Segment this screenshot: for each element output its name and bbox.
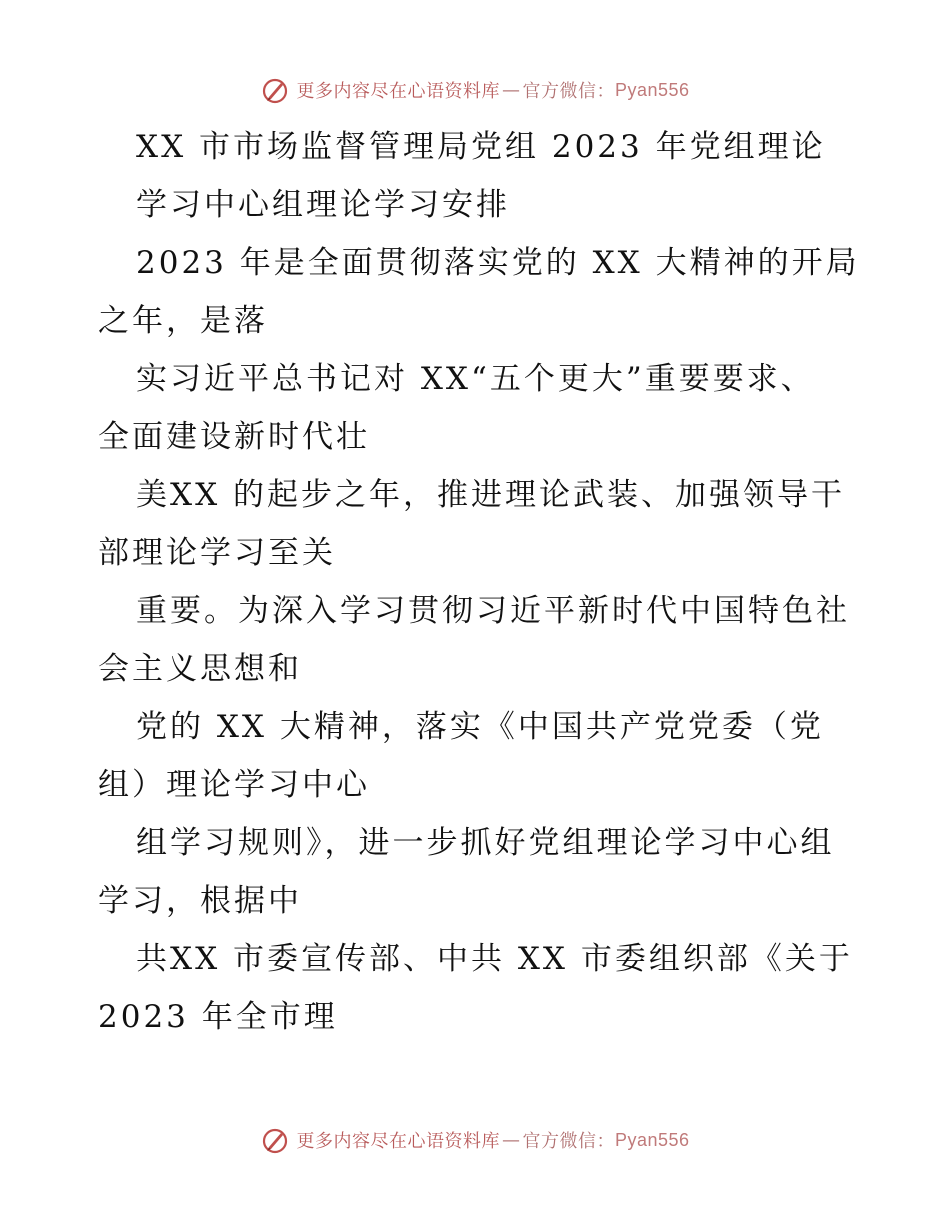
doc-title-line-1: XX 市市场监督管理局党组 2023 年党组理论	[136, 129, 826, 165]
doc-line: 党的 XX 大精神，落实《中国共产党党委（党	[136, 709, 824, 745]
watermark-brand: 更多内容尽在心语资料库	[296, 1131, 500, 1152]
doc-line: 学习，根据中	[98, 883, 302, 919]
doc-line: 之年，是落	[98, 303, 268, 339]
document-body	[98, 118, 858, 1046]
watermark-banner-top	[0, 70, 950, 110]
doc-line: 组）理论学习中心	[98, 767, 370, 803]
doc-line: 会主义思想和	[98, 651, 302, 687]
doc-line: 2023 年全市理	[98, 999, 338, 1035]
doc-line: 全面建设新时代壮	[98, 419, 370, 455]
doc-line: 部理论学习至关	[98, 535, 336, 571]
watermark-banner-bottom	[0, 1120, 950, 1160]
watermark-separator: —	[501, 1129, 521, 1151]
doc-line: 重要。为深入学习贯彻习近平新时代中国特色社	[136, 593, 850, 629]
doc-title-line-2: 学习中心组理论学习安排	[136, 187, 510, 223]
doc-line: 组学习规则》，进一步抓好党组理论学习中心组	[136, 825, 835, 861]
watermark-brand: 更多内容尽在心语资料库	[296, 81, 500, 102]
watermark-separator: —	[501, 79, 521, 101]
doc-line: 实习近平总书记对 XX“五个更大”重要要求、	[136, 361, 815, 397]
doc-line: 2023 年是全面贯彻落实党的 XX 大精神的开局	[136, 245, 860, 281]
quill-logo-icon	[260, 1125, 290, 1155]
watermark-wechat-label: 官方微信：	[522, 81, 615, 102]
doc-line: 共XX 市委宣传部、中共 XX 市委组织部《关于	[136, 941, 853, 977]
watermark-wechat-id: Pyan556	[614, 1129, 690, 1150]
quill-logo-icon	[260, 75, 290, 105]
watermark-wechat-label: 官方微信：	[522, 1131, 615, 1152]
doc-line: 美XX 的起步之年，推进理论武装、加强领导干	[136, 477, 845, 513]
watermark-wechat-id: Pyan556	[614, 79, 690, 100]
